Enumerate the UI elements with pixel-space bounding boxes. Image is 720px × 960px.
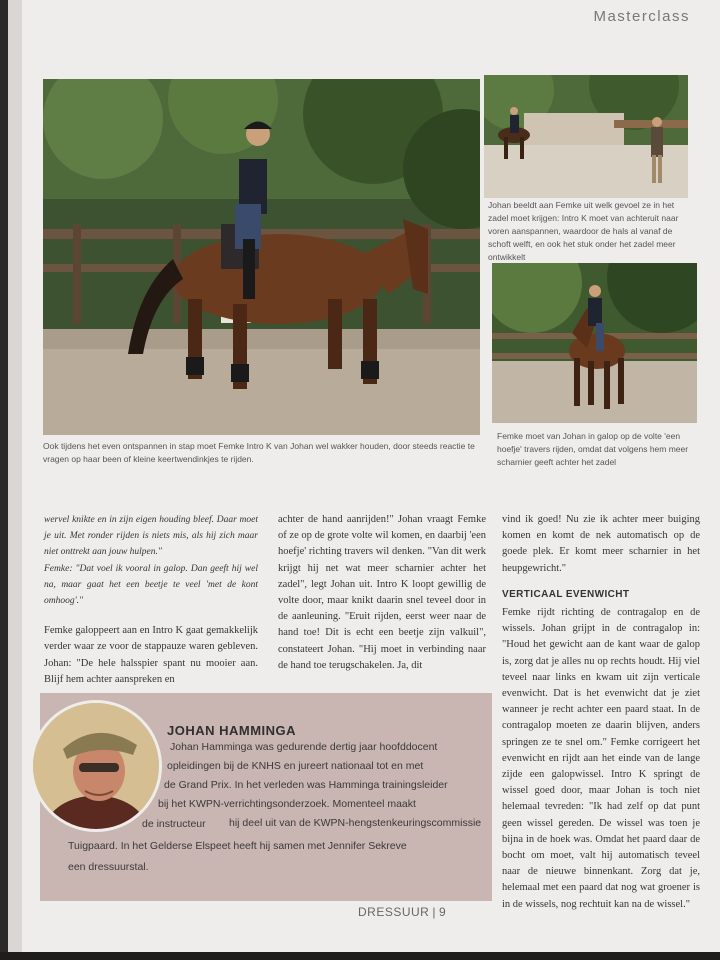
text-column-3 bbox=[502, 512, 700, 927]
col1-italic-intro: wervel knikte en in zijn eigen houding bleef. Daar moet je uit. Met ronder rijden is niets mis, als hij zich maar niet onttrekt aan jouw hulpen." bbox=[44, 515, 258, 558]
section-title: Masterclass bbox=[593, 8, 690, 25]
magazine-name: DRESSUUR bbox=[358, 905, 430, 919]
main-photo-caption: Ook tijdens het even ontspannen in stap moet Femke Intro K van Johan wel wakker houden, door steeds reactie te vragen op haar been of kleine keertwendinkjes te rijden. bbox=[43, 441, 475, 464]
mid-right-photo bbox=[492, 263, 697, 423]
bio-line: opleidingen bij de KNHS en jureert nationaal tot en met bbox=[167, 760, 424, 772]
col3-intro: vind ik goed! Nu zie ik achter meer buiging komen en komt de nek automatisch op de goede plek. Er komt meer scharnier in het heupgewricht." bbox=[502, 514, 700, 574]
footer-separator: | bbox=[432, 905, 436, 919]
page-shadow-edge bbox=[0, 952, 720, 960]
top-right-caption: Johan beeldt aan Femke uit welk gevoel ze in het zadel moet krijgen: Intro K moet van achteruit naar voren aanspannen, waardoor de hals al vanaf de schoft welft, en ook het stuk onder het zadel meer ontwikkelt bbox=[488, 200, 679, 262]
bio-line: hij deel uit van de KWPN-hengstenkeuringscommissie bbox=[229, 817, 482, 829]
bio-name: JOHAN HAMMINGA bbox=[167, 723, 297, 738]
page-number: 9 bbox=[438, 905, 447, 919]
col1-italic-quote: Femke: "Dat voel ik vooral in galop. Dan geeft hij wel na, maar gaat het een beetje te veel 'met de kont omhoog'." bbox=[44, 563, 258, 607]
bio-line: Tuigpaard. In het Gelderse Elspeet heeft hij samen met Jennifer Sekreve bbox=[68, 840, 407, 852]
text-column-2 bbox=[278, 512, 486, 688]
col1-paragraph: Femke galoppeert aan en Intro K gaat gemakkelijk verder waar ze voor de stappauze waren gebleven. Johan: "De hele halsspier spant nu mooier aan. Blijf hem achter aanspreken en bbox=[44, 625, 258, 685]
text-column-1 bbox=[44, 512, 258, 702]
mid-right-caption: Femke moet van Johan in galop op de volte 'een hoefje' travers rijden, omdat dat volgens hem meer scharnier geeft achter het zadel bbox=[497, 431, 689, 467]
top-right-photo bbox=[484, 75, 688, 198]
main-photo bbox=[43, 79, 480, 435]
section-heading-verticaal-evenwicht: VERTICAAL EVENWICHT bbox=[502, 588, 630, 600]
page-footer bbox=[358, 905, 446, 919]
bio-line: de Grand Prix. In het verleden was Hamminga trainingsleider bbox=[164, 779, 448, 791]
bio-line: een dressuurstal. bbox=[68, 861, 149, 873]
bio-line: de instructeur bbox=[142, 818, 206, 830]
col2-paragraph: achter de hand aanrijden!" Johan vraagt Femke of ze op de grote volte wil komen, en daarbij 'een hoefje' richting travers wil denken. "Van dit werk krijgt hij net wat meer scharnier achter het zadel", legt Johan uit. Intro K loopt gewillig de volte door, maar knikt daarin snel teveel door in de aanleuning. "Eruit rijden, eerst weer naar de hand toe! Dit is echt een beetje zijn valkuil", constateert Johan. "Hij moet in verbinding naar de hand toe terugschakelen. Ja, dit bbox=[278, 514, 486, 671]
col3-paragraph: Femke rijdt richting de contragalop en de wissels. Johan grijpt in de contragalop in: "Houd het gewicht aan de kant waar de galop is, zorg dat je alles nu op rechts houdt. Hij viel teveel naar links en kwam uit zijn verticale evenwicht. Dat is het evenwicht dat je ziet wanneer je recht achter een paard staat. In de contragalop moeten ze daarin blijven, anders springen ze te snel om." Femke corrigeert het evenwicht en rijdt aan het einde van de lange zijde een galopwissel. Intro K springt de wissel goed door, maar Johan is toch niet helemaal tevreden: "Ik had zelf op dat punt geen wissel gereden. De wissel was toen je bijna in de hoek was. Omdat het paard daar de bocht om moet, valt hij automatisch teveel naar de nieuwe binnenkant. Zorg dat je, helemaal met een paard dat nog wat groener is in de wissels, nog rechtuit kan na de wissel." bbox=[502, 607, 700, 910]
page-binding-edge bbox=[8, 0, 22, 960]
bio-line: bij het KWPN-verrichtingsonderzoek. Momenteel maakt bbox=[158, 798, 416, 810]
johan-hamminga-portrait bbox=[30, 700, 162, 832]
bio-line: Johan Hamminga was gedurende dertig jaar hoofddocent bbox=[170, 741, 438, 753]
